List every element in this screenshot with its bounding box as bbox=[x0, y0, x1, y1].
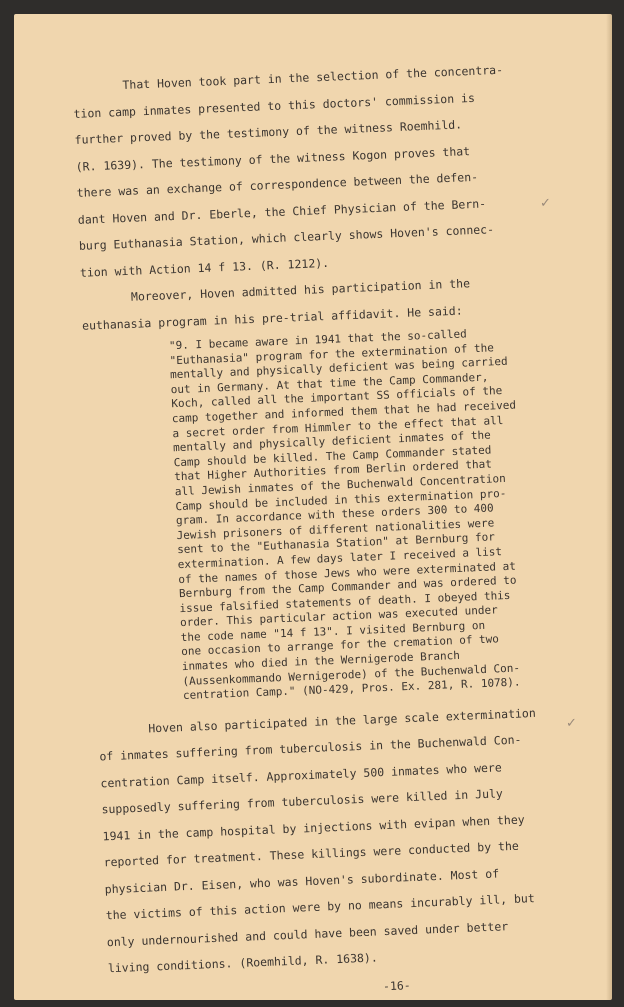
page-number: -16- bbox=[382, 977, 411, 994]
check-mark-icon: ✓ bbox=[566, 716, 577, 731]
paragraph-hoven-selection: That Hoven took part in the selection of the concentra- tion camp inmates presented to this doctors' commission is further proved by the testimony of the witness Roemhild. (R. 1639). The testimony of the witness Kogon proves that there was an exchange of correspondence between the defen- dant Hoven and Dr. Eberle, the Chief Physician of the Bern- burg Euthanasia Station, which clearly shows Hoven's connec- tion with Action 14 f 13. (R. 1212). bbox=[73, 62, 504, 280]
document-page bbox=[14, 14, 612, 1000]
check-mark-icon: ✓ bbox=[540, 196, 551, 211]
paragraph-tuberculosis-extermination: Hoven also participated in the large scale extermination of inmates suffering from tuberculosis in the Buchenwald Con- centration Camp itself. Approximately 500 inmates who were supposedly suffering from tuberculosis were killed in July 1941 in the camp hospital by injections with evipan when they reported for treatment. These killings were conducted by the physician Dr. Eisen, who was Hoven's subordinate. Most of the victims of this action were by no means incurably ill, but only undernourished and could have been saved under better living conditions. (Roemhild, R. 1638). bbox=[99, 705, 537, 976]
affidavit-quote: "9. I became aware in 1941 that the so-called "Euthanasia" program for the extermination of the mentally and physically deficient was being carried out in Germany. At that time the Camp Commander, Koch, called all the important SS officials of the camp together and informed them that he had received a secret order from Himmler to the effect that all mentally and physically deficient inmates of the Camp should be killed. The Camp Commander stated that Higher Authorities from Berlin ordered that all Jewish inmates of the Buchenwald Concentration Camp should be included in this extermination pro- gram. In accordance with these orders 300 to 400 Jewish prisoners of different nationalities were sent to the "Euthanasia Station" at Bernburg for extermination. A few days later I received a list of the names of those Jews who were exterminated at Bernburg from the Camp Commander and was ordered to issue falsified statements of death. I obeyed this order. This particular action was executed under the code name "14 f 13". I visited Bernburg on one occasion to arrange for the cremation of two inmates who died in the Wernigerode Branch (Aussenkommando Wernigerode) of the Buchenwald Con- centration Camp." (NO-429, Pros. Ex. 281, R. 1078). bbox=[168, 327, 521, 703]
typed-text-body bbox=[72, 53, 612, 1000]
paragraph-hoven-admission: Moreover, Hoven admitted his participation in the euthanasia program in his pre-trial affidavit. He said: bbox=[81, 276, 471, 333]
